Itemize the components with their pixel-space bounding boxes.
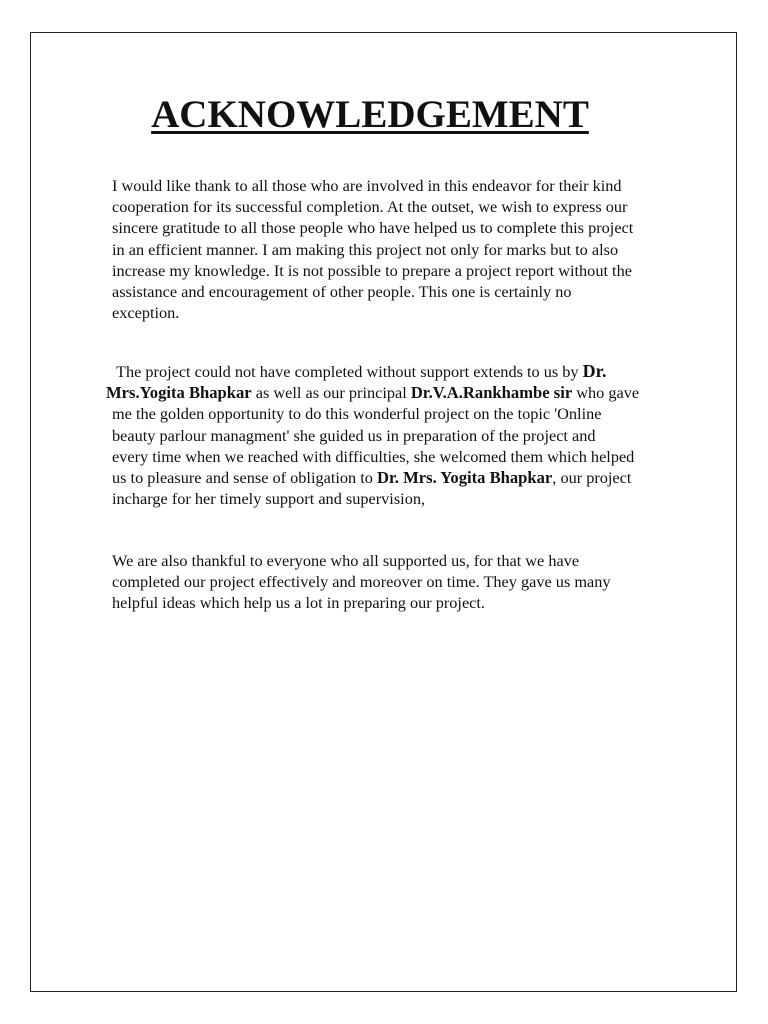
bold-name-text: Dr. (582, 361, 607, 381)
text-line (112, 425, 639, 446)
body-text: helpful ideas which help us a lot in preparing our project. (112, 593, 486, 613)
paragraph-thanks (112, 550, 611, 614)
text-line (112, 260, 633, 281)
body-text: exception. (112, 303, 180, 323)
body-text: assistance and encouragement of other people. This one is certainly no (112, 281, 572, 301)
text-line (112, 403, 639, 424)
body-text: who gave (572, 383, 640, 403)
body-text: us to pleasure and sense of obligation to (112, 467, 377, 487)
body-text: cooperation for its successful completion. At the outset, we wish to express our (112, 197, 628, 217)
text-line (106, 382, 639, 403)
text-line (112, 175, 633, 196)
body-text: every time when we reached with difficulties, she welcomed them which helped (112, 446, 635, 466)
text-line (116, 361, 639, 382)
text-line (112, 217, 633, 238)
text-line (112, 592, 611, 613)
text-line (112, 467, 639, 488)
body-text: We are also thankful to everyone who all supported us, for that we have (112, 551, 580, 570)
text-line (112, 571, 611, 592)
text-line (112, 196, 633, 217)
text-line (112, 550, 611, 571)
text-line (112, 446, 639, 467)
body-text: beauty parlour managment' she guided us in preparation of the project and (112, 425, 596, 445)
paragraph-support (106, 361, 640, 509)
text-line (112, 281, 633, 302)
body-text: me the golden opportunity to do this wonderful project on the topic 'Online (112, 404, 602, 424)
text-line (112, 302, 633, 323)
bold-name-text: Mrs.Yogita Bhapkar (106, 383, 252, 403)
text-line (112, 488, 639, 509)
bold-name-text: Dr. Mrs. Yogita Bhapkar (376, 467, 553, 487)
body-text: I would like thank to all those who are involved in this endeavor for their kind (112, 176, 622, 195)
body-text: completed our project effectively and moreover on time. They gave us many (112, 572, 611, 592)
body-text: , our project (552, 467, 632, 487)
paragraph-intro (112, 175, 633, 323)
bold-name-text: Dr.V.A.Rankhambe sir (410, 383, 573, 403)
page-title: ACKNOWLEDGEMENT (151, 93, 589, 136)
body-text: The project could not have completed without support extends to us by (116, 362, 583, 381)
body-text: increase my knowledge. It is not possible to prepare a project report without the (112, 260, 632, 280)
body-text: incharge for her timely support and supervision, (112, 489, 426, 509)
body-text: as well as our principal (251, 383, 411, 403)
body-text: sincere gratitude to all those people who have helped us to complete this project (112, 218, 634, 238)
body-text: in an efficient manner. I am making this project not only for marks but to also (112, 239, 619, 259)
text-line (112, 239, 633, 260)
